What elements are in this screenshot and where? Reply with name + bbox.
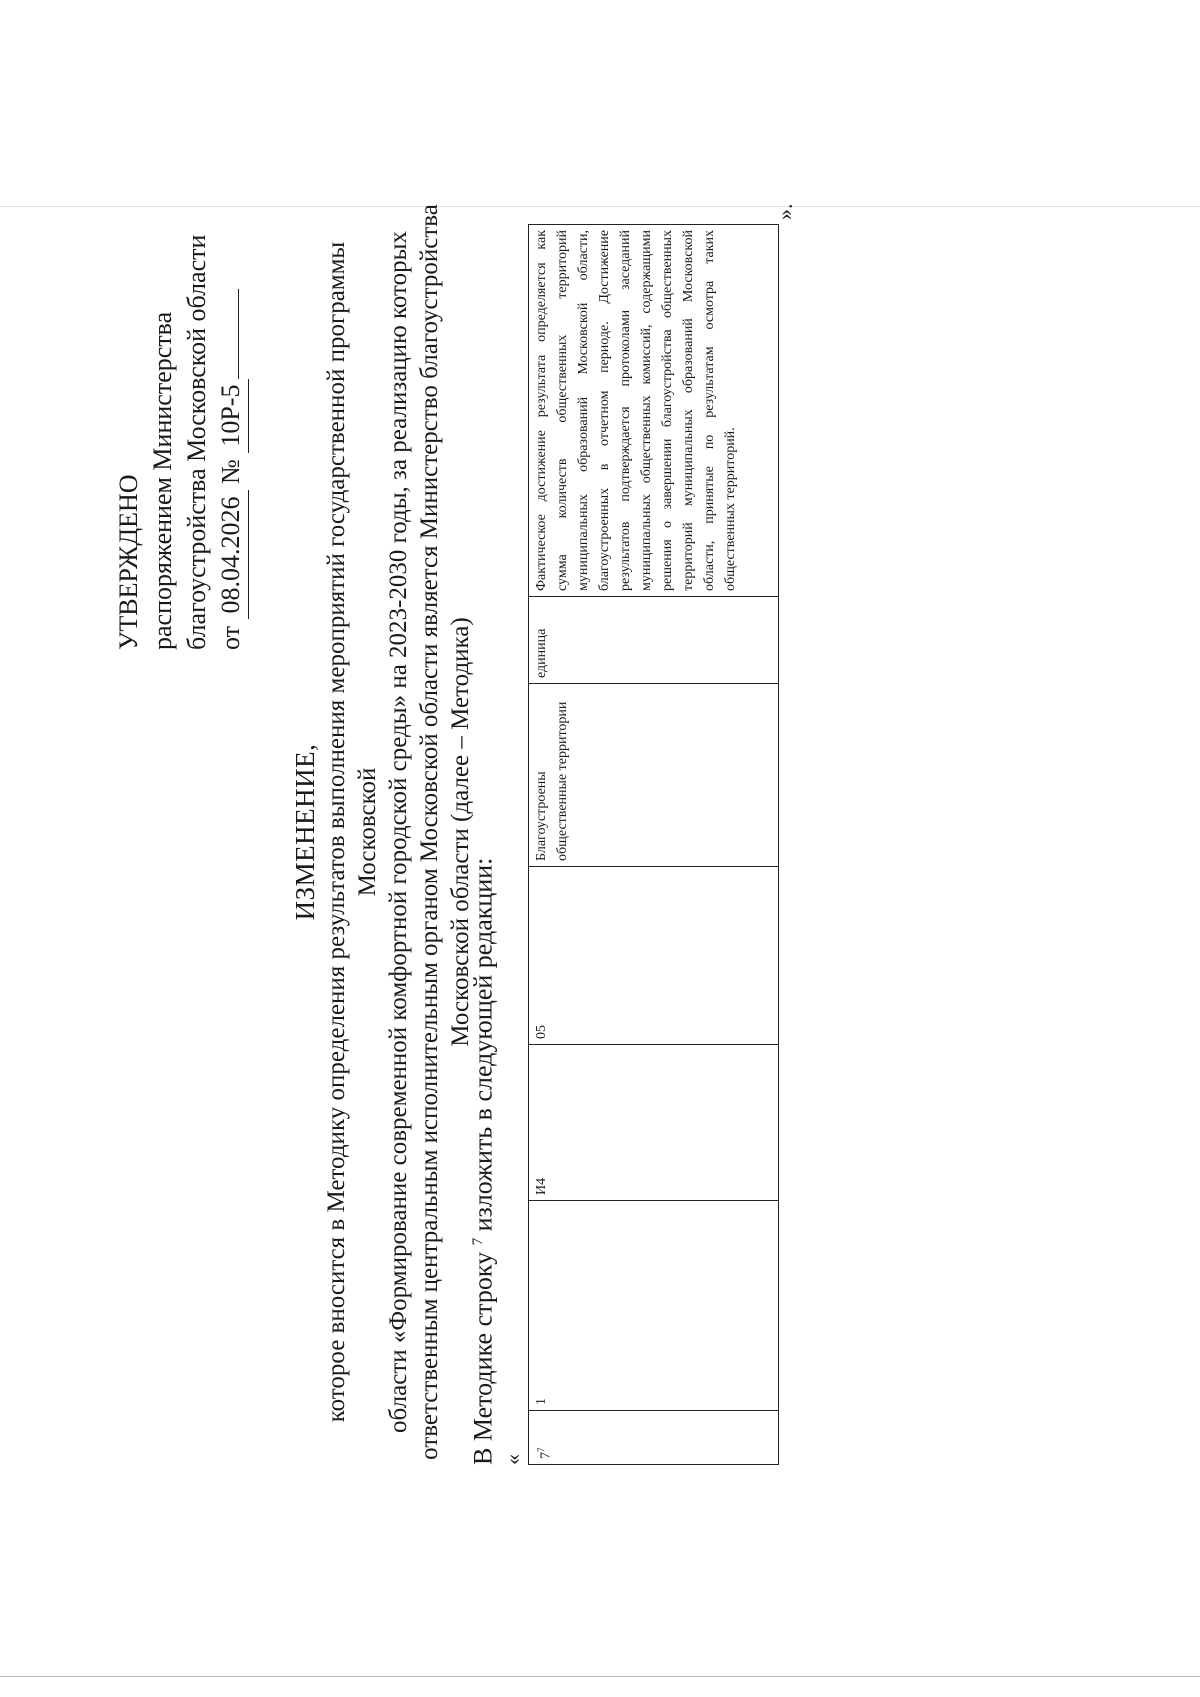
approval-block	[112, 50, 249, 650]
row-number-sup: 7	[536, 1447, 546, 1452]
heading-line-4: Московской области (далее – Методика)	[447, 617, 474, 1047]
heading-line-1: которое вносится в Методику определения результатов выполнения мероприятий государственной программы Московской	[323, 241, 381, 1423]
approval-title: УТВЕРЖДЕНО	[114, 474, 143, 650]
cell-row-number	[529, 1411, 779, 1465]
number-underline	[216, 289, 239, 379]
intro-paragraph	[462, 858, 500, 1465]
heading-line-2: области «Формирование современной комфортной городской среды» на 2023-2030 годы, за реализацию которых	[385, 231, 412, 1433]
scan-artifact-line	[0, 206, 1200, 207]
table-row	[529, 225, 779, 1465]
cell-col4: 05	[529, 867, 779, 1045]
cell-col3: И4	[529, 1045, 779, 1201]
approval-date: 08.04.2026	[214, 490, 249, 619]
open-quote: «	[500, 1454, 525, 1465]
scan-artifact-edge	[0, 1676, 1200, 1677]
heading-title: ИЗМЕНЕНИЕ,	[290, 743, 320, 921]
number-sign: №	[216, 459, 245, 484]
row-number: 7	[538, 1452, 554, 1459]
intro-superscript: 7	[470, 1237, 486, 1246]
approval-number: 10Р-5	[214, 379, 249, 453]
close-quote: ».	[772, 203, 797, 220]
intro-text-before: В Методике строку	[468, 1245, 498, 1465]
methodology-table	[528, 224, 779, 1465]
approval-date-line	[214, 50, 249, 650]
cell-description: Фактическое достижение результата определяется как сумма количеств общественных территорий муниципальных образований Московской области, благоустроенных в отчетном периоде. Достижение результатов подтверждается протоколами заседаний муниципальных общественных комиссий, содержащими решения о завершении благоустройства общественных территорий муниципальных образований Московской области, принятые по результатам осмотра таких общественных территорий.	[529, 225, 779, 597]
date-prefix: от	[216, 625, 245, 650]
approval-line-2: благоустройства Московской области	[182, 234, 211, 650]
approval-line-1: распоряжением Министерства	[148, 311, 177, 650]
document-heading	[290, 197, 476, 1467]
cell-col2: 1	[529, 1201, 779, 1411]
intro-text-after: изложить в следующей редакции:	[468, 857, 498, 1238]
cell-unit: единица	[529, 597, 779, 684]
cell-result-name: Благоустроены общественные территории	[529, 684, 779, 867]
heading-line-3: ответственным центральным исполнительным органом Московской области является Министерство благоустройства	[416, 204, 443, 1460]
